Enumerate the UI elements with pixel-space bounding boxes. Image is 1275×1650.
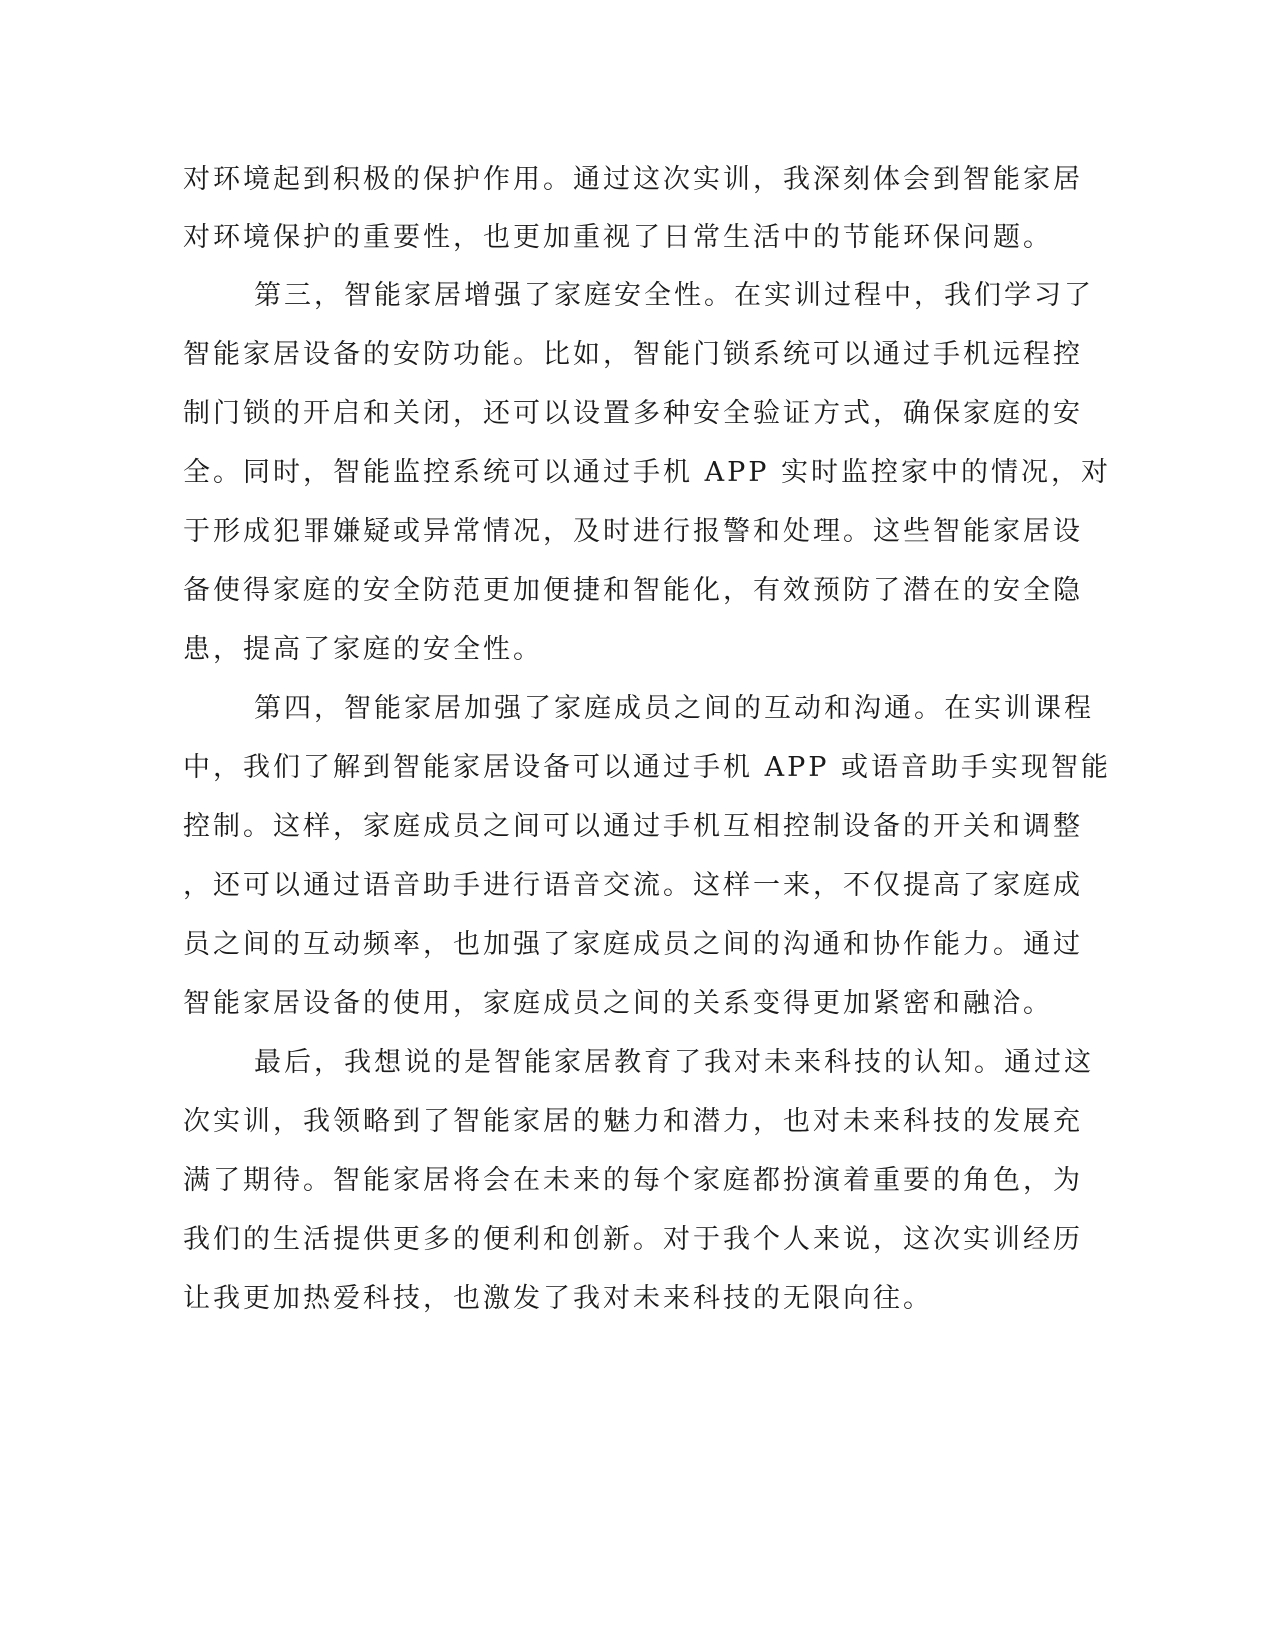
text-line: 控制。这样，家庭成员之间可以通过手机互相控制设备的开关和调整	[183, 811, 1083, 842]
paragraph-start-line: 第四，智能家居加强了家庭成员之间的互动和沟通。在实训课程	[254, 693, 1094, 724]
text-line: 满了期待。智能家居将会在未来的每个家庭都扮演着重要的角色，为	[183, 1165, 1083, 1196]
text-line: 让我更加热爱科技，也激发了我对未来科技的无限向往。	[183, 1283, 933, 1314]
text-line: 于形成犯罪嫌疑或异常情况，及时进行报警和处理。这些智能家居设	[183, 516, 1083, 547]
text-line: 患，提高了家庭的安全性。	[183, 634, 543, 665]
text-line: 全。同时，智能监控系统可以通过手机 APP 实时监控家中的情况，对	[183, 457, 1111, 488]
paragraph-start-line: 第三，智能家居增强了家庭安全性。在实训过程中，我们学习了	[254, 280, 1094, 311]
text-line: 对环境保护的重要性，也更加重视了日常生活中的节能环保问题。	[183, 222, 1053, 253]
paragraph-start-line: 最后，我想说的是智能家居教育了我对未来科技的认知。通过这	[254, 1047, 1094, 1078]
text-line: 中，我们了解到智能家居设备可以通过手机 APP 或语音助手实现智能	[183, 752, 1111, 783]
text-line: 智能家居设备的安防功能。比如，智能门锁系统可以通过手机远程控	[183, 339, 1083, 370]
text-line: 员之间的互动频率，也加强了家庭成员之间的沟通和协作能力。通过	[183, 929, 1083, 960]
text-line: 制门锁的开启和关闭，还可以设置多种安全验证方式，确保家庭的安	[183, 398, 1083, 429]
text-line: 次实训，我领略到了智能家居的魅力和潜力，也对未来科技的发展充	[183, 1106, 1083, 1137]
text-line: 我们的生活提供更多的便利和创新。对于我个人来说，这次实训经历	[183, 1224, 1083, 1255]
text-line: 智能家居设备的使用，家庭成员之间的关系变得更加紧密和融洽。	[183, 988, 1053, 1019]
text-line: 备使得家庭的安全防范更加便捷和智能化，有效预防了潜在的安全隐	[183, 575, 1083, 606]
text-line: 对环境起到积极的保护作用。通过这次实训，我深刻体会到智能家居	[183, 164, 1083, 195]
text-line: ，还可以通过语音助手进行语音交流。这样一来，不仅提高了家庭成	[183, 870, 1083, 901]
